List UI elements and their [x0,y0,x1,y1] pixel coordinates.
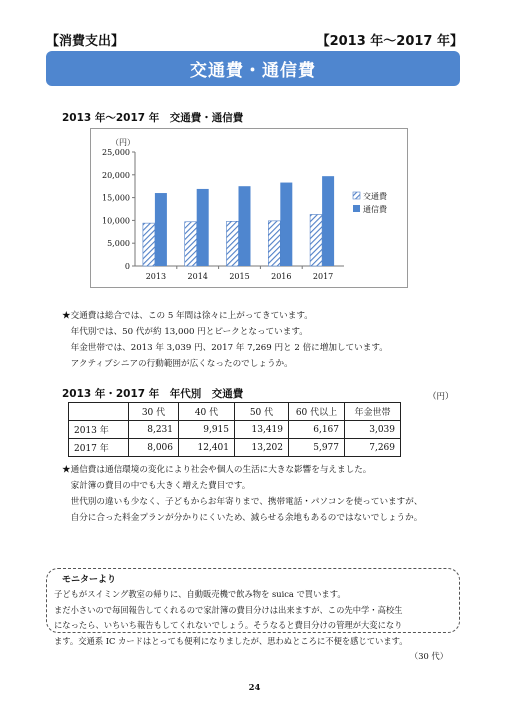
x-tick-label: 2013 [145,272,167,281]
x-tick-label: 2017 [312,272,334,281]
table-header-cell: 30 代 [129,403,179,421]
commentary-line: ★通信費は通信環境の変化により社会や個人の生活に大きな影響を与えました。 [62,465,372,475]
table-cell: 6,167 [289,421,345,439]
section-banner [46,51,460,86]
table-cell: 8,231 [129,421,179,439]
monitor-comment [54,587,456,665]
page-number: 24 [248,683,261,693]
legend-swatch [353,192,360,199]
table-cell: 8,006 [129,439,179,457]
x-tick-label: 2016 [271,272,292,281]
monitor-line: 子どもがスイミング教室の帰りに、自動販売機で飲み物を suica で買います。 [54,589,346,599]
table-cell: 12,401 [179,439,235,457]
table-unit: （円） [428,392,454,402]
table-header-row [69,403,401,421]
communication-commentary [62,462,422,526]
bar-transport [310,214,322,266]
bar-transport [143,223,155,266]
table-cell: 13,202 [235,439,289,457]
legend-label: 通信費 [363,205,387,214]
table-header-cell: 60 代以上 [289,403,345,421]
commentary-line: 世代別の違いも少なく、子どもからお年寄りまで、携帯電話・パソコンを使っていますが、 [62,497,423,507]
monitor-title: モニターより [60,572,118,585]
bar-communication [239,186,251,266]
table-header-cell: 年金世帯 [345,403,401,421]
monitor-line: になったら、いちいち報告もしてくれないでしょう。そうなると費目分けの管理が大変になり [54,620,403,630]
legend-label: 交通費 [363,192,387,201]
table-header-cell: 50 代 [235,403,289,421]
y-tick-label: 0 [124,262,130,271]
commentary-line: 年金世帯では、2013 年 3,039 円、2017 年 7,269 円と 2 倍に増加しています。 [62,343,388,353]
commentary-line: アクティブシニアの行動範囲が広くなったのでしょうか。 [62,359,293,369]
y-tick-label: 15,000 [102,193,130,203]
commentary-line: 家計簿の費目の中でも大きく増えた費目です。 [62,481,251,491]
table-row [69,421,401,439]
y-tick-label: 20,000 [102,170,130,180]
header-period: 【2013 年～2017 年】 [316,34,463,49]
commentary-line: ★交通費は総合では、この 5 年間は徐々に上がってきています。 [62,311,313,321]
table-cell: 3,039 [345,421,401,439]
monitor-signature: （30 代） [409,651,448,661]
y-tick-label: 25,000 [102,148,130,157]
bar-transport [268,221,280,266]
y-tick-label: 10,000 [102,216,130,226]
table-row [69,439,401,457]
bar-transport [185,222,197,266]
table-title: 2013 年・2017 年 年代別 交通費 [62,388,244,400]
monitor-line: ます。交通系 IC カードはとっても便利になりましたが、思わぬところに不便を感じています。 [54,635,408,646]
table-header-cell: 40 代 [179,403,235,421]
y-axis-unit-label: （円） [111,138,135,147]
table-row-label: 2017 年 [69,439,129,457]
bar-communication [322,176,334,266]
bar-communication [280,183,292,266]
generation-transport-table [68,402,401,457]
legend-swatch [353,205,360,212]
y-tick-label: 5,000 [107,239,130,249]
table-cell: 7,269 [345,439,401,457]
bar-communication [197,189,209,266]
table-cell: 9,915 [179,421,235,439]
x-tick-label: 2015 [229,272,250,281]
monitor-line: まだ小さいので毎回報告してくれるので家計簿の費目分けは出来ますが、この先中学・高校生 [54,604,403,615]
table-cell: 5,977 [289,439,345,457]
commentary-line: 年代別では、50 代が約 13,000 円とピークとなっています。 [62,327,308,337]
chart-frame [90,128,408,288]
header-category: 【消費支出】 [46,34,125,49]
transport-commentary [62,308,388,372]
table-row-label: 2013 年 [69,421,129,439]
table-cell: 13,419 [235,421,289,439]
chart-title: 2013 年～2017 年 交通費・通信費 [62,112,244,124]
table-header-cell [69,403,129,421]
commentary-line: 自分に合った料金プランが分かりにくいため、減らせる余地もあるのではないでしょうか。 [62,513,423,523]
bar-chart [91,129,407,287]
bar-communication [155,193,167,266]
section-title: 交通費・通信費 [190,61,316,81]
x-tick-label: 2014 [187,272,208,281]
bar-transport [227,221,239,266]
